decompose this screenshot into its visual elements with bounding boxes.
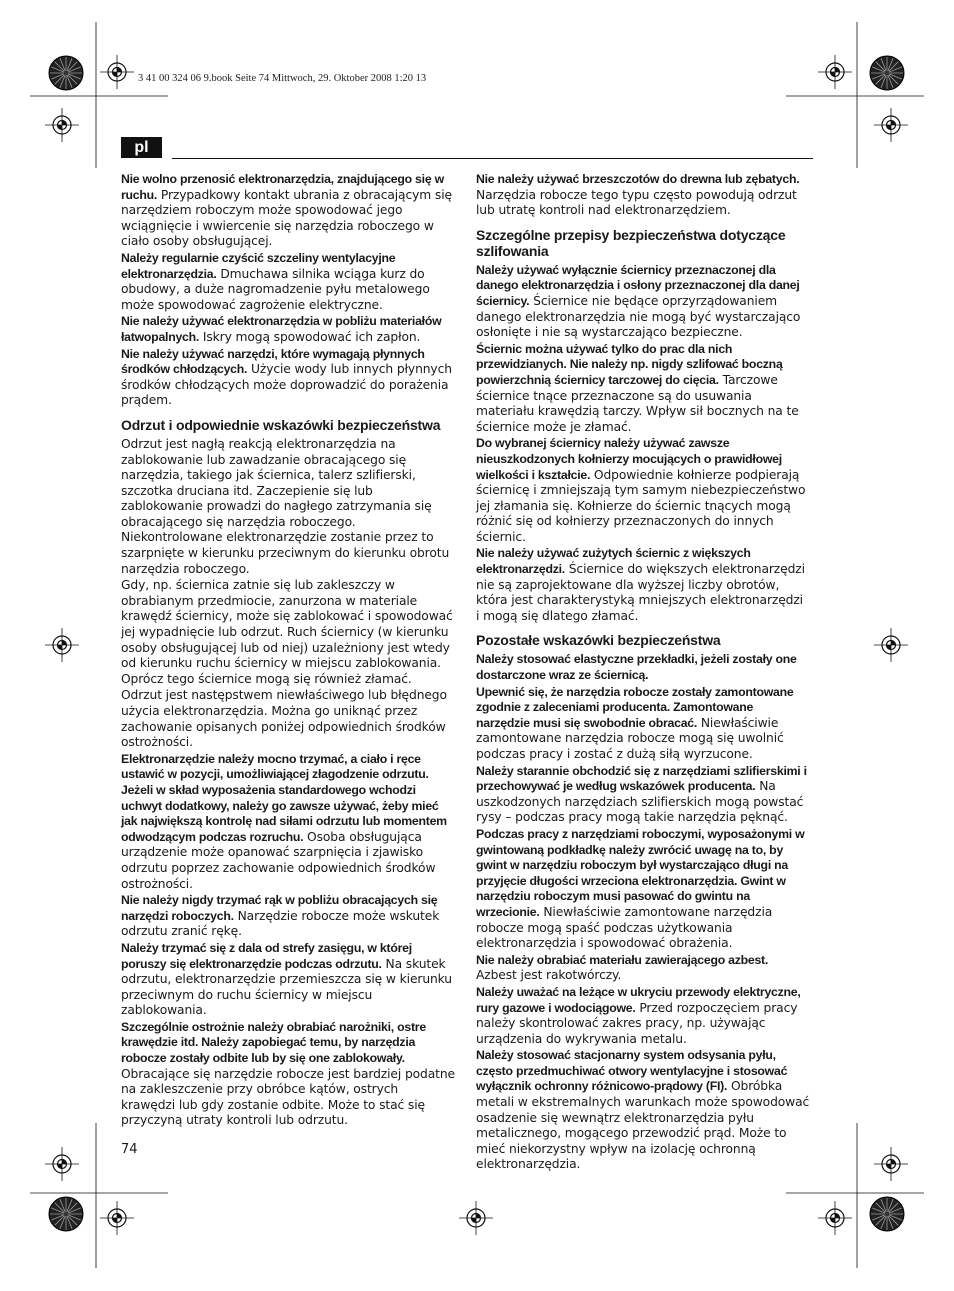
- paragraph-lead-bold: Należy używać wyłącznie ściernicy przeznaczonej dla danego elektronarzędzia i osłony przeznaczonej dla danej ściernicy.: [476, 262, 800, 308]
- paragraph-lead-bold: Szczególnie ostrożnie należy obrabiać narożniki, ostre krawędzie itd. Należy zapobiegać temu, by narzędzia robocze zostały odbite lub by się one zablokowały.: [121, 1019, 426, 1066]
- paragraph-text: Narzędzia robocze tego typu często powodują odrzut lub utratę kontroli nad elektronarzędziem.: [476, 187, 797, 218]
- paragraph-text: Osoba obsługująca urządzenie może opanować szarpnięcia i zjawisko odrzutu poprzez zachowanie odpowiednich środków ostrożności.: [121, 829, 436, 891]
- paragraph: [121, 314, 455, 345]
- paragraph: [121, 172, 455, 250]
- paragraph-text: Obróbka metali w ekstremalnych warunkach może spowodować osadzenie się wewnątrz elektronarzędzia pyłu metalicznego, mogącego przewodzić prąd. Może to mieć niekorzystny wpływ na izolację ochronną elektronarzędzia.: [476, 1079, 810, 1172]
- paragraph-text: Iskry mogą spowodować ich zapłon.: [199, 329, 421, 344]
- header-rule: [172, 158, 813, 159]
- paragraph-lead-bold: Należy trzymać się z dala od strefy zasięgu, w której poruszy się elektronarzędzie podczas odrzutu.: [121, 940, 412, 971]
- paragraph-lead-bold: Należy stosować stacjonarny system odsysania pyłu, często przedmuchiwać otwory wentylacyjne i stosować wyłącznik ochronny różnicowo-prądowy (FI).: [476, 1048, 788, 1094]
- paragraph: [476, 764, 810, 826]
- paragraph: [121, 347, 455, 409]
- paragraph: [476, 342, 810, 436]
- paragraph: [476, 953, 810, 984]
- paragraph: [476, 827, 810, 952]
- paragraph-lead-bold: Podczas pracy z narzędziami roboczymi, wyposażonymi w gwintowaną podkładkę należy zwrócić uwagę na to, by gwint w narzędziu roboczym był wystarczająco długi na przyjęcie długości wrzeciona elektronarzędzia. Gwint w narzędziu roboczym musi pasować do gwintu na wrzecionie.: [476, 826, 805, 919]
- paragraph-lead-bold: Do wybranej ściernicy należy używać zawsze nieuszkodzonych kołnierzy mocujących o prawidłowej wielkości i kształcie.: [476, 436, 782, 482]
- paragraph-text: Odrzut jest nagłą reakcją elektronarzędzia na zablokowanie lub zawadzanie obracającego się narzędzia, takiego jak ściernica, talerz szlifierski, szczotka druciana itd. Zaczepienie się lub zablokowanie prowadzi do nagłego zatrzymania się obracającego się narzędzia roboczego. Niekontrolowane elektronarzędzie zostanie przez to szarpnięte w kierunku przeciwnym do kierunku obrotu narzędzia roboczego.: [121, 436, 450, 576]
- paragraph-text: Przed rozpoczęciem pracy należy skontrolować zakres pracy, np. używając urządzenia do wykrywania metalu.: [476, 1000, 798, 1046]
- paragraph: [121, 893, 455, 940]
- paragraph-lead-bold: Nie należy używać narzędzi, które wymagają płynnych środków chłodzących.: [121, 346, 425, 377]
- paragraph-lead-bold: Upewnić się, że narzędzia robocze zostały zamontowane zgodnie z zaleceniami producenta. Zamontowane narzędzie musi się swobodnie obracać.: [476, 684, 794, 730]
- paragraph: [121, 688, 455, 750]
- paragraph-lead-bold: Należy stosować elastyczne przekładki, jeżeli zostały one dostarczone wraz ze ściernicą.: [476, 652, 797, 683]
- paragraph: [476, 546, 810, 624]
- paragraph-text: Gdy, np. ściernica zatnie się lub zakleszczy w obrabianym przedmiocie, zanurzona w materiale krawędź ściernicy, może się zablokować i spowodować jej wypadnięcie lub odrzut. Ruch ściernicy (w kierunku osoby obsługującej lub od niej) uzależniony jest wtedy od kierunku ruchu ściernicy w miejscu zablokowania. Oprócz tego ściernice mogą się również złamać.: [121, 578, 453, 686]
- paragraph: [476, 685, 810, 763]
- paragraph-lead-bold: Nie należy używać zużytych ściernic z większych elektronarzędzi.: [476, 546, 751, 577]
- paragraph: [476, 1048, 810, 1173]
- paragraph: [121, 752, 455, 892]
- paragraph-text: Odrzut jest następstwem niewłaściwego lub błędnego użycia elektronarzędzia. Można go uniknąć przez zachowanie opisanych poniżej odpowiednich środków ostrożności.: [121, 688, 447, 750]
- paragraph-lead-bold: Ściernic można używać tylko do prac dla nich przewidzianych. Nie należy np. nigdy szlifować boczną powierzchnią ściernicy tarczowej do cięcia.: [476, 341, 783, 387]
- paragraph-text: Na skutek odrzutu, elektronarzędzie przemieszcza się w kierunku przeciwnym do ruchu ściernicy w miejscu zablokowania.: [121, 956, 452, 1018]
- paragraph-text: Niewłaściwie zamontowane narzędzia robocze mogą spaść podczas użytkowania elektronarzędzia i spowodować obrażenia.: [476, 904, 773, 951]
- paragraph-lead-bold: Nie wolno przenosić elektronarzędzia, znajdującego się w ruchu.: [121, 172, 444, 202]
- right-column: [476, 172, 810, 1174]
- language-tab: pl: [121, 137, 162, 158]
- paragraph-lead-bold: Nie należy używać brzeszczotów do drewna lub zębatych.: [476, 172, 800, 186]
- paragraph: [121, 251, 455, 313]
- paragraph-text: Użycie wody lub innych płynnych środków chłodzących może doprowadzić do porażenia prądem.: [121, 362, 452, 408]
- paragraph-text: Odpowiednie kołnierze podpierają ściernicę i zmniejszają tym samym niebezpieczeństwo jej złamania się. Kołnierze do ściernic tnących mogą różnić się od kołnierzy przeznaczonych do innych ściernic.: [476, 467, 806, 544]
- paragraph: [476, 985, 810, 1047]
- paragraph: [476, 172, 810, 219]
- paragraph: [476, 263, 810, 341]
- paragraph: [121, 578, 455, 687]
- paragraph-text: Tarczowe ściernice tnące przeznaczone są do usuwania materiału krawędzią tarczy. Wpływ sił bocznych na te ściernice może je złamać.: [476, 372, 799, 434]
- paragraph-lead-bold: Nie należy nigdy trzymać rąk w pobliżu obracających się narzędzi roboczych.: [121, 893, 438, 923]
- paragraph: [476, 436, 810, 545]
- paragraph: [476, 652, 810, 683]
- paragraph-lead-bold: Należy regularnie czyścić szczeliny wentylacyjne elektronarzędzia.: [121, 250, 396, 281]
- section-heading: Odrzut i odpowiednie wskazówki bezpieczeństwa: [121, 416, 441, 433]
- paragraph-text: Niewłaściwie zamontowane narzędzia robocze mogą się uwolnić podczas pracy i zostać z dużą siłą wyrzucone.: [476, 715, 784, 761]
- page-number: 74: [121, 1142, 138, 1157]
- paragraph-lead-bold: Nie należy obrabiać materiału zawierającego azbest.: [476, 952, 769, 967]
- paragraph-lead-bold: Elektronarzędzie należy mocno trzymać, a ciało i ręce ustawić w pozycji, umożliwiającej złagodzenie odrzutu. Jeżeli w skład wyposażenia standardowego wchodzi uchwyt dodatkowy, należy go zawsze używać, żeby mieć jak największą kontrolę nad siłami odrzutu lub momentem odwodzącym podczas rozruchu.: [121, 751, 447, 844]
- left-column: [121, 172, 455, 1130]
- section-heading: Szczególne przepisy bezpieczeństwa dotyczące szlifowania: [476, 226, 786, 259]
- paragraph-text: Dmuchawa silnika wciąga kurz do obudowy, a duże nagromadzenie pyłu metalowego może spowodować zagrożenie elektryczne.: [121, 266, 430, 312]
- paragraph-text: Przypadkowy kontakt ubrania z obracającym się narzędziem roboczym może spowodować jego wciągnięcie i wwiercenie się narzędzia roboczego w ciało osoby obsługującej.: [121, 187, 452, 249]
- section-heading: Pozostałe wskazówki bezpieczeństwa: [476, 632, 721, 649]
- paragraph: [121, 941, 455, 1019]
- paragraph-text: Narzędzie robocze może wskutek odrzutu zranić rękę.: [121, 908, 440, 939]
- paragraph: [121, 1020, 455, 1129]
- paragraph-text: Na uszkodzonych narzędziach szlifierskich mogą powstać rysy – podczas pracy mogą takie narzędzia pęknąć.: [476, 779, 804, 825]
- paragraph-text: Ściernice nie będące oprzyrządowaniem danego elektronarzędzia nie mogą być wystarczająco osłonięte i nie są wystarczająco bezpieczne.: [476, 293, 801, 340]
- paragraph-text: Ściernice do większych elektronarzędzi nie są zaprojektowane dla wyższej liczby obrotów, która jest charakterystyką mniejszych elektronarzędzi i mogą się dlatego złamać.: [476, 562, 805, 623]
- paragraph-lead-bold: Nie należy używać elektronarzędzia w pobliżu materiałów łatwopalnych.: [121, 314, 442, 344]
- paragraph-text: Obracające się narzędzie robocze jest bardziej podatne na zakleszczenie przy obróbce kątów, ostrych krawędzi lub gdy zostanie odbite. Może to stać się przyczyną utraty kontroli lub odrzutu.: [121, 1066, 455, 1128]
- paragraph-lead-bold: Należy starannie obchodzić się z narzędziami szlifierskimi i przechowywać je według wskazówek producenta.: [476, 763, 807, 794]
- paragraph-lead-bold: Należy uważać na leżące w ukryciu przewody elektryczne, rury gazowe i wodociągowe.: [476, 984, 801, 1015]
- book-info-header: 3 41 00 324 06 9.book Seite 74 Mittwoch, 29. Oktober 2008 1:20 13: [138, 73, 427, 84]
- paragraph: [121, 437, 455, 577]
- paragraph-text: Azbest jest rakotwórczy.: [476, 968, 622, 983]
